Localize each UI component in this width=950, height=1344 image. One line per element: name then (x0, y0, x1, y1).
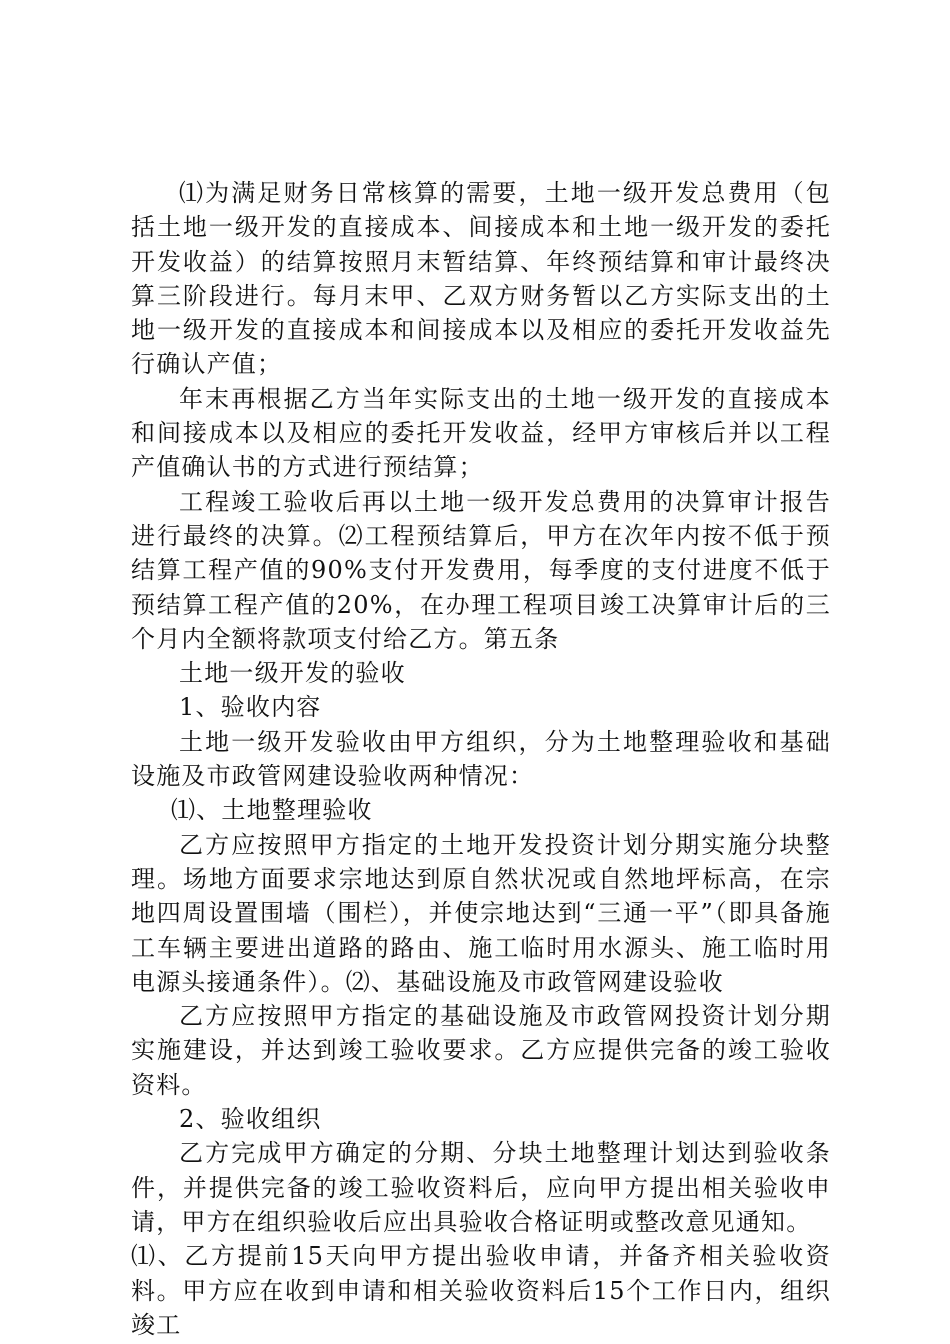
paragraph-infrastructure: 乙方应按照甲方指定的基础设施及市政管网投资计划分期实施建设，并达到竣工验收要求。乙方应提供完备的竣工验收资料。 (131, 1002, 831, 1099)
heading-acceptance-content: 1、验收内容 (179, 693, 322, 722)
paragraph-settlement-accounting: ⑴为满足财务日常核算的需要，土地一级开发总费用（包括土地一级开发的直接成本、间接成本和土地一级开发的委托开发收益）的结算按照月末暂结算、年终预结算和审计最终决算三阶段进行。每月末甲、乙双方财务暂以乙方实际支出的土地一级开发的直接成本和间接成本以及相应的委托开发收益先行确认产值； (131, 179, 831, 379)
paragraph-final-settlement: 工程竣工验收后再以土地一级开发总费用的决算审计报告进行最终的决算。⑵工程预结算后，甲方在次年内按不低于预结算工程产值的90%支付开发费用，每季度的支付进度不低于预结算工程产值的20%，在办理工程项目竣工决算审计后的三个月内全额将款项支付给乙方。第五条 (131, 487, 831, 653)
paragraph-year-end-settlement: 年末再根据乙方当年实际支出的土地一级开发的直接成本和间接成本以及相应的委托开发收益，经甲方审核后并以工程产值确认书的方式进行预结算； (131, 384, 831, 482)
paragraph-acceptance-types: 土地一级开发验收由甲方组织，分为土地整理验收和基础设施及市政管网建设验收两种情况： (131, 727, 831, 791)
paragraph-acceptance-application: 乙方完成甲方确定的分期、分块土地整理计划达到验收条件，并提供完备的竣工验收资料后，应向甲方提出相关验收申请，甲方在组织验收后应出具验收合格证明或整改意见通知。 (131, 1139, 831, 1236)
document-body (131, 176, 831, 1342)
heading-land-consolidation: ⑴、土地整理验收 (171, 796, 373, 825)
paragraph-land-consolidation: 乙方应按照甲方指定的土地开发投资计划分期实施分块整理。场地方面要求宗地达到原自然状况或自然地坪标高，在宗地四周设置围墙（围栏），并使宗地达到“三通一平”（即具备施工车辆主要进出道路的路由、施工临时用水源头、施工临时用电源头接通条件）。⑵、基础设施及市政管网建设验收 (131, 830, 831, 996)
heading-acceptance-organization: 2、验收组织 (179, 1105, 322, 1134)
paragraph-application-timeline: ⑴、乙方提前15天向甲方提出验收申请，并备齐相关验收资料。甲方应在收到申请和相关验收资料后15个工作日内，组织竣工 (131, 1242, 831, 1339)
heading-land-acceptance: 土地一级开发的验收 (179, 659, 406, 688)
